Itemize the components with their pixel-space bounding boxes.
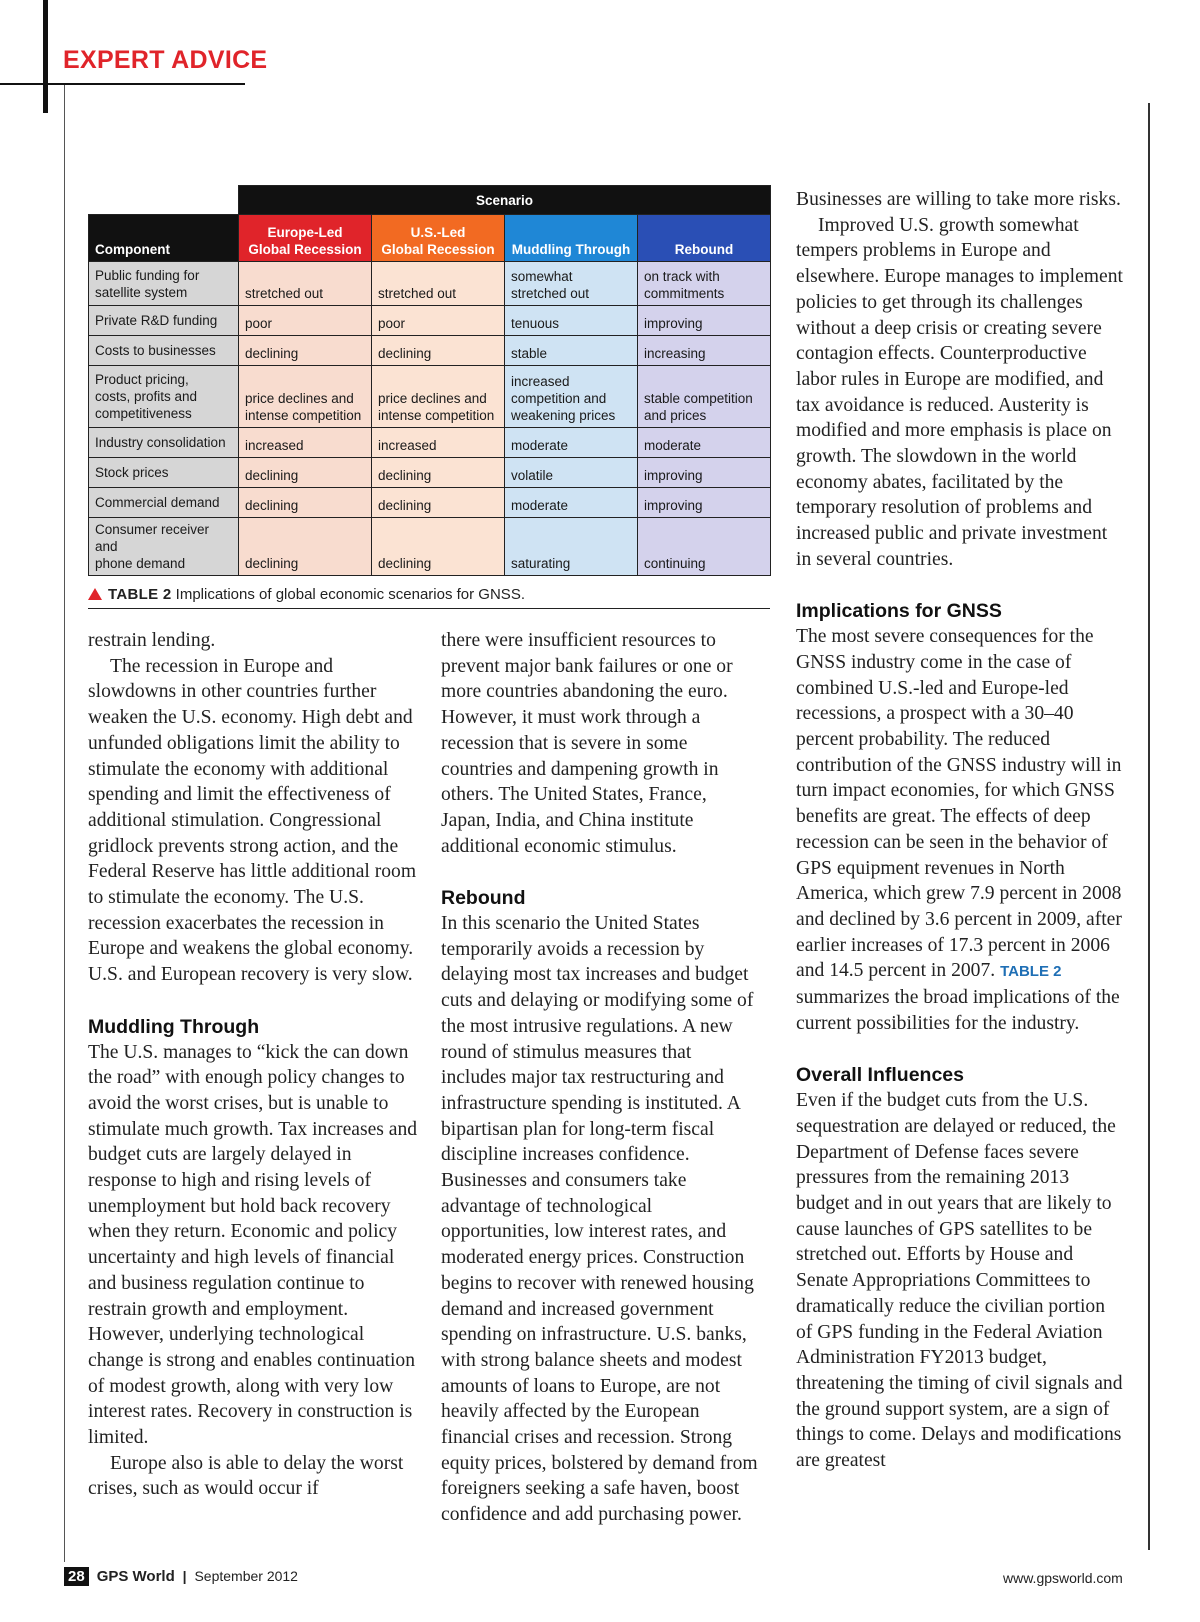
table-cell: improving (638, 306, 771, 336)
table-cell: declining (372, 458, 505, 488)
table-row (89, 336, 771, 366)
text-column-3 (796, 187, 1126, 1474)
paragraph-text: The most severe consequences for the GNSS industry come in the case of combined U.S.-led and Europe-led recessions, a prospect with a 30–40 percent probability. The reduced contribution of the GNSS industry will in turn impact economies, for which GNSS benefits are great. The effects of deep recession can be seen in the behavior of GPS equipment revenues in North America, which grew 7.9 percent in 2008 and declined by 3.6 percent in 2009, after earlier increases of 17.3 percent in 2006 and 14.5 percent in 2007. (796, 626, 1122, 982)
table-row (89, 306, 771, 336)
paragraph: The recession in Europe and slowdowns in other countries further weaken the U.S. economy. High debt and unfunded obligations limit the ability to stimulate the economy with additional spending and limit the effectiveness of additional stimulation. Congressional gridlock prevents strong action, and the Federal Reserve has little additional room to stimulate the economy. The U.S. recession exacerbates the recession in Europe and weakens the global economy. U.S. and European recovery is very slow. (88, 655, 417, 986)
caption-label: TABLE 2 (108, 586, 172, 603)
table-cell: increasing (638, 336, 771, 366)
issue-date: September 2012 (194, 1568, 298, 1584)
left-accent-bar (43, 0, 48, 113)
table-cell: increased (239, 428, 372, 458)
table-row-label: Commercial demand (89, 488, 239, 518)
scenario-header: Scenario (239, 186, 771, 215)
table-reference: TABLE 2 (1000, 963, 1062, 981)
table-cell: poor (372, 306, 505, 336)
paragraph: there were insufficient resources to prevent major bank failures or one or more countries abandoning the euro. However, it must work through a recession that is severe in some countries and dampening growth in others. The United States, France, Japan, India, and China institute additional economic stimulus. (441, 630, 733, 857)
table-cell: declining (239, 488, 372, 518)
paragraph: Even if the budget cuts from the U.S. sequestration are delayed or reduced, the Department of Defense faces severe pressures from the remaining 2013 budget and in out years that are likely to cause launches of GPS satellites to be stretched out. Efforts by House and Senate Appropriations Committees to dramatically reduce the civilian portion of GPS funding in the Federal Aviation Administration FY2013 budget, threatening the timing of civil signals and the ground support system, are a sign of things to come. Delays and modifications are greatest (796, 1090, 1123, 1472)
table-cell: continuing (638, 518, 771, 576)
paragraph: Businesses are willing to take more risks. (796, 189, 1121, 210)
page-margin-rule (64, 85, 65, 1562)
header-us-led (372, 215, 505, 262)
table-cell: on track with commitments (638, 262, 771, 306)
table-row-label: Private R&D funding (89, 306, 239, 336)
paragraph: The U.S. manages to “kick the can down the road” with enough policy changes to avoid the worst crises, but is unable to stimulate much growth. Tax increases and budget cuts are largely delayed in response to high and rising levels of unemployment but hold back recovery when they return. Economic and policy uncertainty and high levels of financial and business regulation continue to restrain growth and employment. However, underlying technological change is strong and enables continuation of modest growth, along with very low interest rates. Recovery in construction is limited. (88, 1041, 418, 1449)
table-cell: poor (239, 306, 372, 336)
table-row (89, 428, 771, 458)
table-row-label: Costs to businesses (89, 336, 239, 366)
table-row (89, 488, 771, 518)
paragraph: Europe also is able to delay the worst crises, such as would occur if (88, 1452, 404, 1500)
heading-implications: Implications for GNSS (796, 600, 1002, 623)
table-row (89, 366, 771, 428)
heading-overall-influences: Overall Influences (796, 1064, 964, 1087)
scenario-table (88, 185, 771, 576)
header-us-led-text: U.S.-Led Global Recession (381, 225, 495, 257)
paragraph: Improved U.S. growth somewhat tempers problems in Europe and elsewhere. Europe manages to implement policies to get through its challenges without a deep crisis or creating severe contagion effects. Counterproductive labor rules in Europe are modified, and tax avoidance is reduced. Austerity is modified and more emphasis is place on growth. The slowdown in the world economy abates, facilitated by the temporary resolution of problems and increased public and private investment in several countries. (796, 214, 1123, 570)
table-cell: declining (239, 336, 372, 366)
page-number: 28 (64, 1567, 89, 1586)
table-cell: improving (638, 488, 771, 518)
footer-separator: | (182, 1568, 187, 1584)
table-row (89, 518, 771, 576)
table-cell: stable (505, 336, 638, 366)
table-cell: increased (372, 428, 505, 458)
table-cell: price declines and intense competition (372, 366, 505, 428)
table-cell: stretched out (372, 262, 505, 306)
heading-rebound: Rebound (441, 887, 526, 910)
table-row (89, 458, 771, 488)
table-row-label: Industry consolidation (89, 428, 239, 458)
table-cell: declining (372, 518, 505, 576)
table-row-label: Consumer receiver and phone demand (89, 518, 239, 576)
table-cell: declining (239, 518, 372, 576)
section-label: EXPERT ADVICE (63, 46, 268, 74)
table-row (89, 262, 771, 306)
header-rule (0, 83, 245, 85)
table-cell: declining (372, 336, 505, 366)
text-column-2 (441, 628, 761, 1528)
table-cell: increased competition and weakening prices (505, 366, 638, 428)
caption-text: Implications of global economic scenarios for GNSS. (171, 586, 525, 603)
heading-muddling-through: Muddling Through (88, 1015, 260, 1038)
paragraph (796, 624, 1126, 1036)
table-cell: volatile (505, 458, 638, 488)
table-row-label: Public funding for satellite system (89, 262, 239, 306)
header-europe-led (239, 215, 372, 262)
text-column-1 (88, 628, 418, 1502)
table-cell: saturating (505, 518, 638, 576)
magazine-name: GPS World (96, 1568, 175, 1585)
paragraph: restrain lending. (88, 630, 216, 651)
page-footer (64, 1567, 298, 1586)
table-cell: somewhat stretched out (505, 262, 638, 306)
table-cell: moderate (505, 488, 638, 518)
table-cell: price declines and intense competition (239, 366, 372, 428)
triangle-icon (88, 588, 102, 600)
table-corner-blank (89, 186, 239, 215)
header-rebound: Rebound (638, 215, 771, 262)
header-europe-led-text: Europe-Led Global Recession (248, 225, 362, 257)
table-cell: declining (239, 458, 372, 488)
header-muddling-through: Muddling Through (505, 215, 638, 262)
table-row-label: Product pricing, costs, profits and competitiveness (89, 366, 239, 428)
header-component: Component (89, 215, 239, 262)
table-caption (88, 586, 770, 609)
table-cell: moderate (505, 428, 638, 458)
table-cell: stable competition and prices (638, 366, 771, 428)
table-cell: declining (372, 488, 505, 518)
right-column-rule (1148, 103, 1150, 1550)
table-cell: stretched out (239, 262, 372, 306)
table-cell: moderate (638, 428, 771, 458)
table-row-label: Stock prices (89, 458, 239, 488)
website-url: www.gpsworld.com (1003, 1570, 1123, 1586)
paragraph: In this scenario the United States temporarily avoids a recession by delaying most tax increases and budget cuts and delaying or modifying some of the most intrusive regulations. A new round of stimulus measures that includes major tax restructuring and infrastructure spending is instituted. A bipartisan plan for long-term fiscal discipline increases confidence. Businesses and consumers take advantage of technological opportunities, low interest rates, and moderated energy prices. Construction begins to recover with renewed housing demand and increased government spending on infrastructure. U.S. banks, with strong balance sheets and modest amounts of loans to Europe, are not heavily affected by the European financial crises and recession. Strong equity prices, bolstered by demand from foreigners seeking a safe haven, boost confidence and add purchasing power. (441, 913, 758, 1526)
paragraph-text: summarizes the broad implications of the current possibilities for the industry. (796, 987, 1120, 1034)
table-cell: tenuous (505, 306, 638, 336)
table-cell: improving (638, 458, 771, 488)
